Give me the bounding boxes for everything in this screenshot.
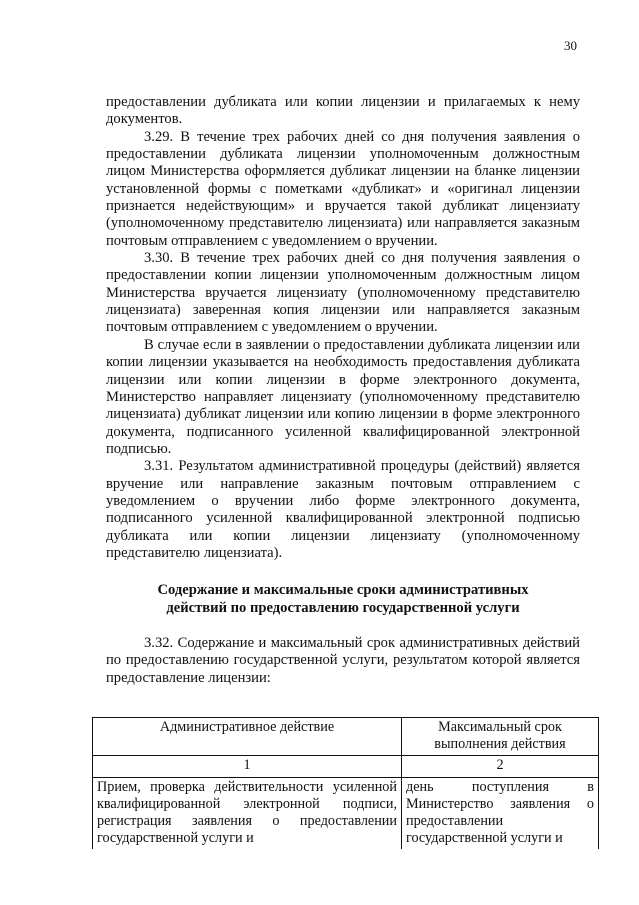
paragraph-3-31: 3.31. Результатом административной процедуры (действий) является вручение или направление заказным почтовым отправлением с уведомлением о вручении либо форме электронного документа, подписанного усиленной квалифицированной электронной подписью дубликата или копии лицензии лицензиату (уполномоченному представителю лицензиата). xyxy=(106,458,580,561)
row-action-cell: Прием, проверка действительности усиленной квалифицированной электронной подписи, регистрация заявления о предоставлении государственной услуги и xyxy=(93,777,402,849)
header-max-term: Максимальный срок выполнения действия xyxy=(402,718,599,756)
paragraph-3-30: 3.30. В течение трех рабочих дней со дня получения заявления о предоставлении копии лицензии уполномоченным должностным лицом Министерства вручается лицензиату (уполномоченному представителю лицензиата) заверенная копия лицензии или направляется заказным почтовым отправлением с уведомлением о вручении. xyxy=(106,250,580,336)
actions-table xyxy=(92,717,599,849)
column-number-2: 2 xyxy=(402,756,599,777)
paragraph-continuation: предоставлении дубликата или копии лицензии и прилагаемых к нему документов. xyxy=(106,94,580,128)
section-heading-line-1: Содержание и максимальные сроки административных xyxy=(157,582,529,599)
row-term-cell: день поступления в Министерство заявления о предоставлении государственной услуги и xyxy=(402,777,599,849)
section-heading xyxy=(106,582,580,617)
paragraph-3-32: 3.32. Содержание и максимальный срок административных действий по предоставлению государственной услуги, результатом которой является предоставление лицензии: xyxy=(106,635,580,686)
paragraph-3-29: 3.29. В течение трех рабочих дней со дня получения заявления о предоставлении дубликата лицензии уполномоченным должностным лицом Министерства оформляется дубликат лицензии на бланке лицензии установленной формы с пометками «дубликат» и «оригинал лицензии признается недействующим» и вручается такой дубликат лицензиату (уполномоченному представителю лицензиата) или направляется заказным почтовым отправлением с уведомлением о вручении. xyxy=(106,128,580,249)
table-row xyxy=(93,777,599,849)
section-heading-line-2: действий по предоставлению государственной услуги xyxy=(166,599,520,616)
paragraph-electronic-form: В случае если в заявлении о предоставлении дубликата лицензии или копии лицензии указывается на необходимость предоставления дубликата лицензии или копии лицензии в форме электронного документа, Министерство направляет лицензиату (уполномоченному представителю лицензиата) дубликат лицензии или копию лицензии в форме электронного документа, подписанного усиленной квалифицированной электронной подписью. xyxy=(106,336,580,457)
column-number-1: 1 xyxy=(93,756,402,777)
table-number-row xyxy=(93,756,599,777)
table-header-row xyxy=(93,718,599,756)
header-action: Административное действие xyxy=(93,718,402,756)
document-body xyxy=(106,94,580,687)
page-number: 30 xyxy=(564,38,577,53)
